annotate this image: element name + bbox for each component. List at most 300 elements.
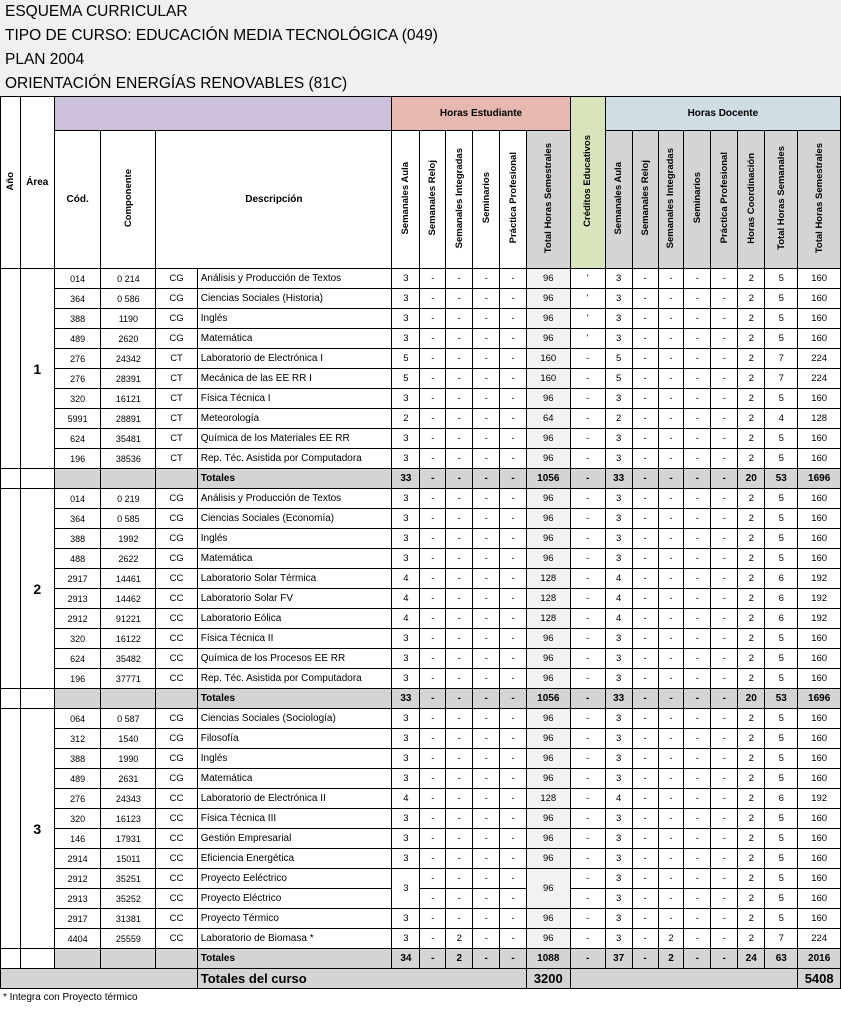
curriculum-table xyxy=(0,96,841,989)
description-cell: Eficiencia Energética xyxy=(197,849,392,869)
teacher-hours-cell: - xyxy=(711,669,738,689)
area-cell: 388 xyxy=(54,749,101,769)
teacher-hours-cell: - xyxy=(658,309,684,329)
totals-teacher-cell: 33 xyxy=(605,469,632,489)
code-cell: 35252 xyxy=(101,889,156,909)
student-hours-cell: - xyxy=(473,729,500,749)
totals-teacher-cell: 2016 xyxy=(798,949,841,969)
teacher-hours-cell: 2 xyxy=(738,909,765,929)
teacher-hours-cell: 5 xyxy=(605,349,632,369)
code-cell: 15011 xyxy=(101,849,156,869)
teacher-hours-cell: 2 xyxy=(738,809,765,829)
student-hours-cell: - xyxy=(473,269,500,289)
teacher-hours-cell: - xyxy=(711,369,738,389)
student-hours-cell: - xyxy=(500,809,527,829)
description-cell: Química de los Materiales EE RR xyxy=(197,429,392,449)
description-cell: Química de los Procesos EE RR xyxy=(197,649,392,669)
student-hours-cell: - xyxy=(420,569,446,589)
header-est-col: Semanales Integradas xyxy=(446,131,473,269)
teacher-hours-cell: 7 xyxy=(765,349,798,369)
teacher-hours-cell: - xyxy=(711,709,738,729)
student-hours-cell: - xyxy=(420,889,446,909)
student-hours-cell: 3 xyxy=(392,729,420,749)
student-hours-cell: - xyxy=(473,549,500,569)
teacher-hours-cell: - xyxy=(711,749,738,769)
student-hours-cell: - xyxy=(446,569,473,589)
area-cell: 2913 xyxy=(54,589,101,609)
teacher-hours-cell: - xyxy=(658,289,684,309)
teacher-hours-cell: - xyxy=(711,309,738,329)
component-cell: CG xyxy=(156,749,197,769)
totals-teacher-cell: 1696 xyxy=(798,469,841,489)
area-cell: 489 xyxy=(54,329,101,349)
teacher-hours-cell: 2 xyxy=(738,629,765,649)
student-hours-cell: - xyxy=(446,309,473,329)
teacher-hours-cell: - xyxy=(711,829,738,849)
student-hours-cell: 5 xyxy=(392,349,420,369)
student-hours-cell: - xyxy=(420,849,446,869)
student-hours-cell: - xyxy=(420,789,446,809)
student-hours-cell: 96 xyxy=(527,929,570,949)
table-row xyxy=(1,789,841,809)
student-hours-cell: - xyxy=(473,929,500,949)
student-hours-cell: 96 xyxy=(527,669,570,689)
totals-row xyxy=(1,689,841,709)
student-hours-cell: - xyxy=(473,489,500,509)
component-cell: CC xyxy=(156,789,197,809)
student-hours-cell: 160 xyxy=(527,349,570,369)
code-cell: 2620 xyxy=(101,329,156,349)
area-cell: 2913 xyxy=(54,889,101,909)
student-hours-cell: - xyxy=(420,429,446,449)
table-row xyxy=(1,729,841,749)
code-cell: 0 585 xyxy=(101,509,156,529)
teacher-hours-cell: 2 xyxy=(738,929,765,949)
teacher-hours-cell: - xyxy=(711,269,738,289)
teacher-hours-cell: 160 xyxy=(798,849,841,869)
area-cell: 064 xyxy=(54,709,101,729)
student-hours-cell: - xyxy=(420,649,446,669)
teacher-hours-cell: - xyxy=(658,589,684,609)
student-hours-cell: - xyxy=(500,489,527,509)
plan-title: PLAN 2004 xyxy=(5,51,85,68)
teacher-hours-cell: - xyxy=(711,609,738,629)
table-row xyxy=(1,909,841,929)
code-cell: 14461 xyxy=(101,569,156,589)
teacher-hours-cell: - xyxy=(684,809,711,829)
component-cell: CG xyxy=(156,489,197,509)
totals-student-cell: - xyxy=(500,469,527,489)
code-cell: 28891 xyxy=(101,409,156,429)
description-cell: Laboratorio de Biomasa * xyxy=(197,929,392,949)
code-cell: 1990 xyxy=(101,749,156,769)
teacher-hours-cell: 2 xyxy=(738,549,765,569)
table-row xyxy=(1,449,841,469)
credits-cell: - xyxy=(570,729,605,749)
area-cell: 014 xyxy=(54,269,101,289)
teacher-hours-cell: 160 xyxy=(798,489,841,509)
credits-cell: - xyxy=(570,389,605,409)
credits-cell: - xyxy=(570,409,605,429)
student-hours-cell: - xyxy=(500,449,527,469)
table-row xyxy=(1,289,841,309)
teacher-hours-cell: - xyxy=(632,729,658,749)
grand-total-row xyxy=(1,969,841,989)
student-hours-cell: - xyxy=(473,789,500,809)
description-cell: Ciencias Sociales (Historia) xyxy=(197,289,392,309)
year-label: 3 xyxy=(20,709,54,949)
code-cell: 16122 xyxy=(101,629,156,649)
totals-teacher-cell: - xyxy=(711,689,738,709)
teacher-hours-cell: - xyxy=(632,569,658,589)
student-hours-cell: 3 xyxy=(392,429,420,449)
teacher-hours-cell: - xyxy=(632,329,658,349)
teacher-hours-cell: 4 xyxy=(605,569,632,589)
teacher-hours-cell: - xyxy=(711,329,738,349)
student-hours-cell: 4 xyxy=(392,609,420,629)
teacher-hours-cell: 3 xyxy=(605,649,632,669)
teacher-hours-cell: - xyxy=(632,749,658,769)
teacher-hours-cell: 2 xyxy=(738,289,765,309)
description-cell: Matemática xyxy=(197,769,392,789)
teacher-hours-cell: 5 xyxy=(765,829,798,849)
credits-cell: - xyxy=(570,549,605,569)
student-hours-cell: 96 xyxy=(527,849,570,869)
teacher-hours-cell: - xyxy=(684,449,711,469)
teacher-hours-cell: 160 xyxy=(798,809,841,829)
student-hours-cell: - xyxy=(446,829,473,849)
totals-spacer xyxy=(1,689,21,709)
student-hours-cell: - xyxy=(446,609,473,629)
totals-teacher-cell: 53 xyxy=(765,689,798,709)
teacher-hours-cell: 3 xyxy=(605,669,632,689)
teacher-hours-cell: 224 xyxy=(798,929,841,949)
totals-student-cell: 2 xyxy=(446,949,473,969)
teacher-hours-cell: 5 xyxy=(765,489,798,509)
table-row xyxy=(1,329,841,349)
code-cell: 0 219 xyxy=(101,489,156,509)
student-hours-cell: 128 xyxy=(527,789,570,809)
teacher-hours-cell: - xyxy=(658,269,684,289)
year-spacer xyxy=(1,269,21,469)
teacher-hours-cell: - xyxy=(658,489,684,509)
credits-cell: ' xyxy=(570,309,605,329)
teacher-hours-cell: - xyxy=(711,769,738,789)
teacher-hours-cell: - xyxy=(711,289,738,309)
teacher-hours-cell: 3 xyxy=(605,809,632,829)
code-cell: 24343 xyxy=(101,789,156,809)
student-hours-cell: - xyxy=(473,289,500,309)
totals-teacher-cell: 2 xyxy=(658,949,684,969)
totals-teacher-cell: - xyxy=(684,689,711,709)
teacher-hours-cell: 2 xyxy=(738,369,765,389)
student-hours-cell: - xyxy=(473,349,500,369)
teacher-hours-cell: - xyxy=(684,889,711,909)
credits-cell: - xyxy=(570,609,605,629)
teacher-hours-cell: 2 xyxy=(738,589,765,609)
totals-student-cell: - xyxy=(446,469,473,489)
student-hours-cell: - xyxy=(446,389,473,409)
student-hours-cell: - xyxy=(420,589,446,609)
student-hours-cell: - xyxy=(500,269,527,289)
teacher-hours-cell: 5 xyxy=(765,909,798,929)
description-cell: Proyecto Eléctrico xyxy=(197,889,392,909)
student-hours-cell: 96 xyxy=(527,389,570,409)
student-hours-cell: - xyxy=(473,329,500,349)
student-hours-cell: 3 xyxy=(392,769,420,789)
student-hours-cell: - xyxy=(446,369,473,389)
area-cell: 146 xyxy=(54,829,101,849)
teacher-hours-cell: - xyxy=(711,389,738,409)
area-cell: 2917 xyxy=(54,569,101,589)
teacher-hours-cell: 2 xyxy=(738,829,765,849)
teacher-hours-cell: - xyxy=(632,709,658,729)
header-doc-col: Seminarios xyxy=(684,131,711,269)
component-cell: CC xyxy=(156,649,197,669)
student-hours-cell: - xyxy=(446,869,473,889)
teacher-hours-cell: 3 xyxy=(605,929,632,949)
code-cell: 14462 xyxy=(101,589,156,609)
teacher-hours-cell: 5 xyxy=(765,309,798,329)
totals-spacer xyxy=(20,949,54,969)
component-cell: CC xyxy=(156,609,197,629)
teacher-hours-cell: - xyxy=(632,289,658,309)
teacher-hours-cell: - xyxy=(658,529,684,549)
teacher-hours-cell: - xyxy=(711,429,738,449)
teacher-hours-cell: 5 xyxy=(765,669,798,689)
header-horas-estudiante: Horas Estudiante xyxy=(392,97,570,131)
credits-cell: - xyxy=(570,769,605,789)
area-cell: 320 xyxy=(54,629,101,649)
description-cell: Rep. Téc. Asistida por Computadora xyxy=(197,449,392,469)
teacher-hours-cell: 2 xyxy=(738,529,765,549)
component-cell: CG xyxy=(156,769,197,789)
student-hours-cell: 96 xyxy=(527,549,570,569)
student-hours-cell: - xyxy=(473,309,500,329)
teacher-hours-cell: - xyxy=(684,489,711,509)
header-est-col: Semanales Reloj xyxy=(420,131,446,269)
course-type-title: TIPO DE CURSO: EDUCACIÓN MEDIA TECNOLÓGICA (049) xyxy=(5,27,438,44)
teacher-hours-cell: 2 xyxy=(738,489,765,509)
student-hours-cell: 4 xyxy=(392,589,420,609)
teacher-hours-cell: 160 xyxy=(798,889,841,909)
description-cell: Gestión Empresarial xyxy=(197,829,392,849)
student-hours-cell: - xyxy=(500,309,527,329)
component-cell: CC xyxy=(156,929,197,949)
student-hours-cell: 2 xyxy=(446,929,473,949)
component-cell: CT xyxy=(156,349,197,369)
component-cell: CC xyxy=(156,909,197,929)
teacher-hours-cell: - xyxy=(684,909,711,929)
teacher-hours-cell: 3 xyxy=(605,289,632,309)
teacher-hours-cell: 160 xyxy=(798,729,841,749)
student-hours-cell: - xyxy=(500,849,527,869)
totals-teacher-cell: 20 xyxy=(738,689,765,709)
credits-cell: - xyxy=(570,749,605,769)
teacher-hours-cell: - xyxy=(632,309,658,329)
student-hours-cell: - xyxy=(420,489,446,509)
totals-student-cell: 33 xyxy=(392,469,420,489)
teacher-hours-cell: - xyxy=(684,929,711,949)
code-cell: 16123 xyxy=(101,809,156,829)
teacher-hours-cell: - xyxy=(632,669,658,689)
student-hours-cell: 3 xyxy=(392,869,420,909)
student-hours-cell: 3 xyxy=(392,309,420,329)
header-est-col: Seminarios xyxy=(473,131,500,269)
teacher-hours-cell: - xyxy=(684,309,711,329)
teacher-hours-cell: 2 xyxy=(738,449,765,469)
totals-label: Totales xyxy=(197,689,392,709)
student-hours-cell: - xyxy=(420,309,446,329)
totals-student-cell: - xyxy=(446,689,473,709)
totals-teacher-cell: 53 xyxy=(765,469,798,489)
totals-teacher-cell: 20 xyxy=(738,469,765,489)
teacher-hours-cell: - xyxy=(684,829,711,849)
student-hours-cell: - xyxy=(446,269,473,289)
header-doc-col: Semanales Aula xyxy=(605,131,632,269)
component-cell: CC xyxy=(156,889,197,909)
student-hours-cell: 96 xyxy=(527,289,570,309)
area-cell: 364 xyxy=(54,509,101,529)
teacher-hours-cell: - xyxy=(632,529,658,549)
student-hours-cell: - xyxy=(446,529,473,549)
student-hours-cell: 64 xyxy=(527,409,570,429)
teacher-hours-cell: 5 xyxy=(765,269,798,289)
component-cell: CC xyxy=(156,869,197,889)
student-hours-cell: - xyxy=(446,629,473,649)
teacher-hours-cell: 5 xyxy=(765,869,798,889)
teacher-hours-cell: 160 xyxy=(798,829,841,849)
area-cell: 2917 xyxy=(54,909,101,929)
header-est-col: Práctica Profesional xyxy=(500,131,527,269)
totals-student-cell: - xyxy=(473,469,500,489)
code-cell: 35482 xyxy=(101,649,156,669)
totals-student-cell: 33 xyxy=(392,689,420,709)
teacher-hours-cell: 2 xyxy=(738,389,765,409)
student-hours-cell: 96 xyxy=(527,529,570,549)
header-descripcion: Descripción xyxy=(156,131,392,269)
credits-cell: - xyxy=(570,629,605,649)
credits-cell: - xyxy=(570,909,605,929)
teacher-hours-cell: 5 xyxy=(765,509,798,529)
totals-row xyxy=(1,469,841,489)
header-est-col: Semanales Aula xyxy=(392,131,420,269)
student-hours-cell: - xyxy=(500,589,527,609)
table-row xyxy=(1,309,841,329)
code-cell: 1190 xyxy=(101,309,156,329)
teacher-hours-cell: - xyxy=(684,349,711,369)
table-row xyxy=(1,609,841,629)
student-hours-cell: - xyxy=(446,329,473,349)
teacher-hours-cell: 5 xyxy=(765,389,798,409)
student-hours-cell: - xyxy=(420,369,446,389)
component-cell: CG xyxy=(156,729,197,749)
credits-cell: - xyxy=(570,709,605,729)
student-hours-cell: 3 xyxy=(392,329,420,349)
teacher-hours-cell: 160 xyxy=(798,629,841,649)
area-cell: 276 xyxy=(54,789,101,809)
student-hours-cell: - xyxy=(473,809,500,829)
teacher-hours-cell: 2 xyxy=(738,789,765,809)
teacher-hours-cell: 160 xyxy=(798,669,841,689)
teacher-hours-cell: 3 xyxy=(605,489,632,509)
student-hours-cell: 128 xyxy=(527,589,570,609)
teacher-hours-cell: - xyxy=(632,609,658,629)
grand-total-spacer xyxy=(1,969,198,989)
teacher-hours-cell: 2 xyxy=(738,729,765,749)
student-hours-cell: 3 xyxy=(392,289,420,309)
student-hours-cell: - xyxy=(473,669,500,689)
table-row xyxy=(1,349,841,369)
student-hours-cell: 96 xyxy=(527,909,570,929)
teacher-hours-cell: - xyxy=(684,289,711,309)
code-cell: 17931 xyxy=(101,829,156,849)
component-cell: CG xyxy=(156,509,197,529)
teacher-hours-cell: - xyxy=(658,509,684,529)
student-hours-cell: 96 xyxy=(527,709,570,729)
student-hours-cell: 160 xyxy=(527,369,570,389)
code-cell: 0 587 xyxy=(101,709,156,729)
area-cell: 196 xyxy=(54,449,101,469)
description-cell: Proyecto Eeléctrico xyxy=(197,869,392,889)
teacher-hours-cell: 2 xyxy=(738,349,765,369)
description-cell: Mecánica de las EE RR I xyxy=(197,369,392,389)
area-cell: 2912 xyxy=(54,609,101,629)
student-hours-cell: 3 xyxy=(392,849,420,869)
teacher-hours-cell: - xyxy=(658,669,684,689)
teacher-hours-cell: 7 xyxy=(765,369,798,389)
student-hours-cell: - xyxy=(420,729,446,749)
student-hours-cell: - xyxy=(473,609,500,629)
student-hours-cell: - xyxy=(473,509,500,529)
student-hours-cell: - xyxy=(446,349,473,369)
totals-student-cell: - xyxy=(420,469,446,489)
teacher-hours-cell: - xyxy=(632,349,658,369)
totals-student-cell: - xyxy=(500,949,527,969)
student-hours-cell: - xyxy=(446,769,473,789)
credits-cell: - xyxy=(570,349,605,369)
teacher-hours-cell: - xyxy=(684,369,711,389)
teacher-hours-cell: 3 xyxy=(605,309,632,329)
teacher-hours-cell: - xyxy=(711,409,738,429)
area-cell: 488 xyxy=(54,549,101,569)
component-cell: CC xyxy=(156,589,197,609)
student-hours-cell: - xyxy=(473,429,500,449)
totals-student-cell: 1088 xyxy=(527,949,570,969)
student-hours-cell: 2 xyxy=(392,409,420,429)
student-hours-cell: - xyxy=(500,329,527,349)
component-cell: CG xyxy=(156,709,197,729)
teacher-hours-cell: - xyxy=(711,869,738,889)
student-hours-cell: - xyxy=(473,749,500,769)
teacher-hours-cell: 2 xyxy=(738,649,765,669)
table-row xyxy=(1,669,841,689)
credits-cell: - xyxy=(570,869,605,889)
teacher-hours-cell: - xyxy=(711,649,738,669)
teacher-hours-cell: 3 xyxy=(605,449,632,469)
teacher-hours-cell: - xyxy=(711,729,738,749)
orientation-title: ORIENTACIÓN ENERGÍAS RENOVABLES (81C) xyxy=(5,75,348,92)
student-hours-cell: 96 xyxy=(527,269,570,289)
code-cell: 24342 xyxy=(101,349,156,369)
teacher-hours-cell: - xyxy=(632,829,658,849)
student-hours-cell: 3 xyxy=(392,529,420,549)
student-hours-cell: - xyxy=(473,529,500,549)
teacher-hours-cell: - xyxy=(684,569,711,589)
component-cell: CG xyxy=(156,309,197,329)
student-hours-cell: - xyxy=(473,829,500,849)
header-area: Área xyxy=(20,97,54,269)
